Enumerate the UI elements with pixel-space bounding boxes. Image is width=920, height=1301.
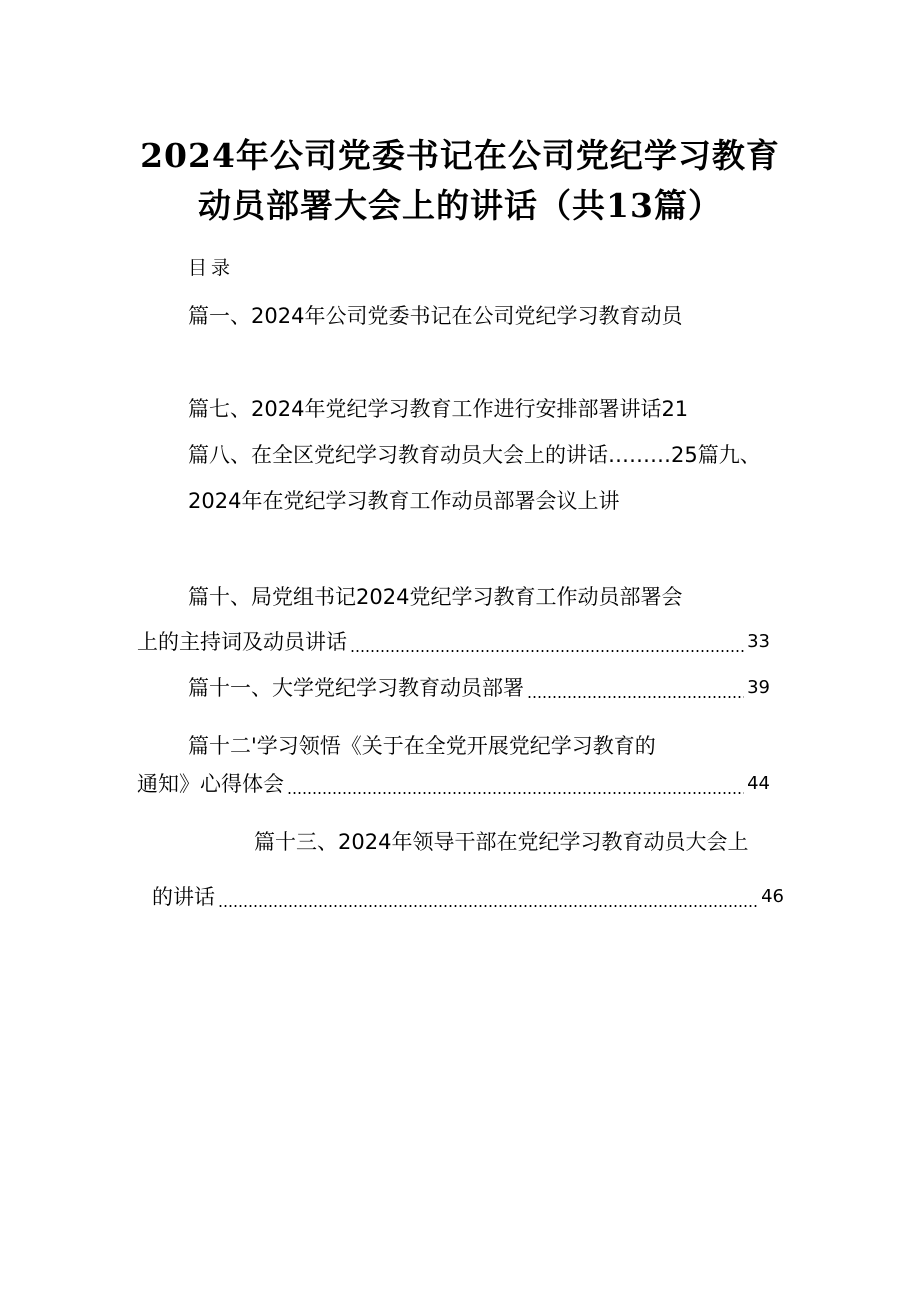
dot-leader <box>527 674 744 702</box>
toc-entry-13-page: 46 <box>761 886 784 907</box>
toc-entry-12-text: 通知》心得体会 <box>137 772 284 796</box>
toc-entry-12-line-1: 篇十二'学习领悟《关于在全党开展党纪学习教育的 <box>188 734 656 758</box>
toc-entry-12-line-2 <box>137 770 770 798</box>
toc-entry-10-page: 33 <box>747 631 770 652</box>
toc-heading: 目录 <box>188 257 235 279</box>
document-title-line-2: 动员部署大会上的讲话（共13篇） <box>198 186 722 225</box>
toc-entry-12-page: 44 <box>747 773 770 794</box>
toc-entry-1: 篇一、2024年公司党委书记在公司党纪学习教育动员 <box>188 304 683 328</box>
toc-entry-10-text: 上的主持词及动员讲话 <box>137 630 347 654</box>
dot-leader <box>218 883 758 911</box>
toc-entry-9: 2024年在党纪学习教育工作动员部署会议上讲 <box>188 489 620 513</box>
dot-leader <box>287 770 744 798</box>
toc-entry-10-line-1: 篇十、局党组书记2024党纪学习教育工作动员部署会 <box>188 585 683 609</box>
toc-entry-7: 篇七、2024年党纪学习教育工作进行安排部署讲话21 <box>188 397 689 421</box>
toc-entry-13-text: 的讲话 <box>152 885 215 909</box>
toc-entry-11-text: 篇十一、大学党纪学习教育动员部署 <box>188 676 524 700</box>
toc-entry-11-page: 39 <box>747 677 770 698</box>
toc-entry-8: 篇八、在全区党纪学习教育动员大会上的讲话………25篇九、 <box>188 443 761 467</box>
toc-entry-13-line-1: 篇十三、2024年领导干部在党纪学习教育动员大会上 <box>254 830 749 854</box>
toc-entry-11 <box>188 674 770 702</box>
dot-leader <box>350 628 744 656</box>
toc-entry-13-line-2 <box>152 883 784 911</box>
toc-entry-10-line-2 <box>137 628 770 656</box>
document-title-line-1: 2024年公司党委书记在公司党纪学习教育 <box>140 136 780 175</box>
